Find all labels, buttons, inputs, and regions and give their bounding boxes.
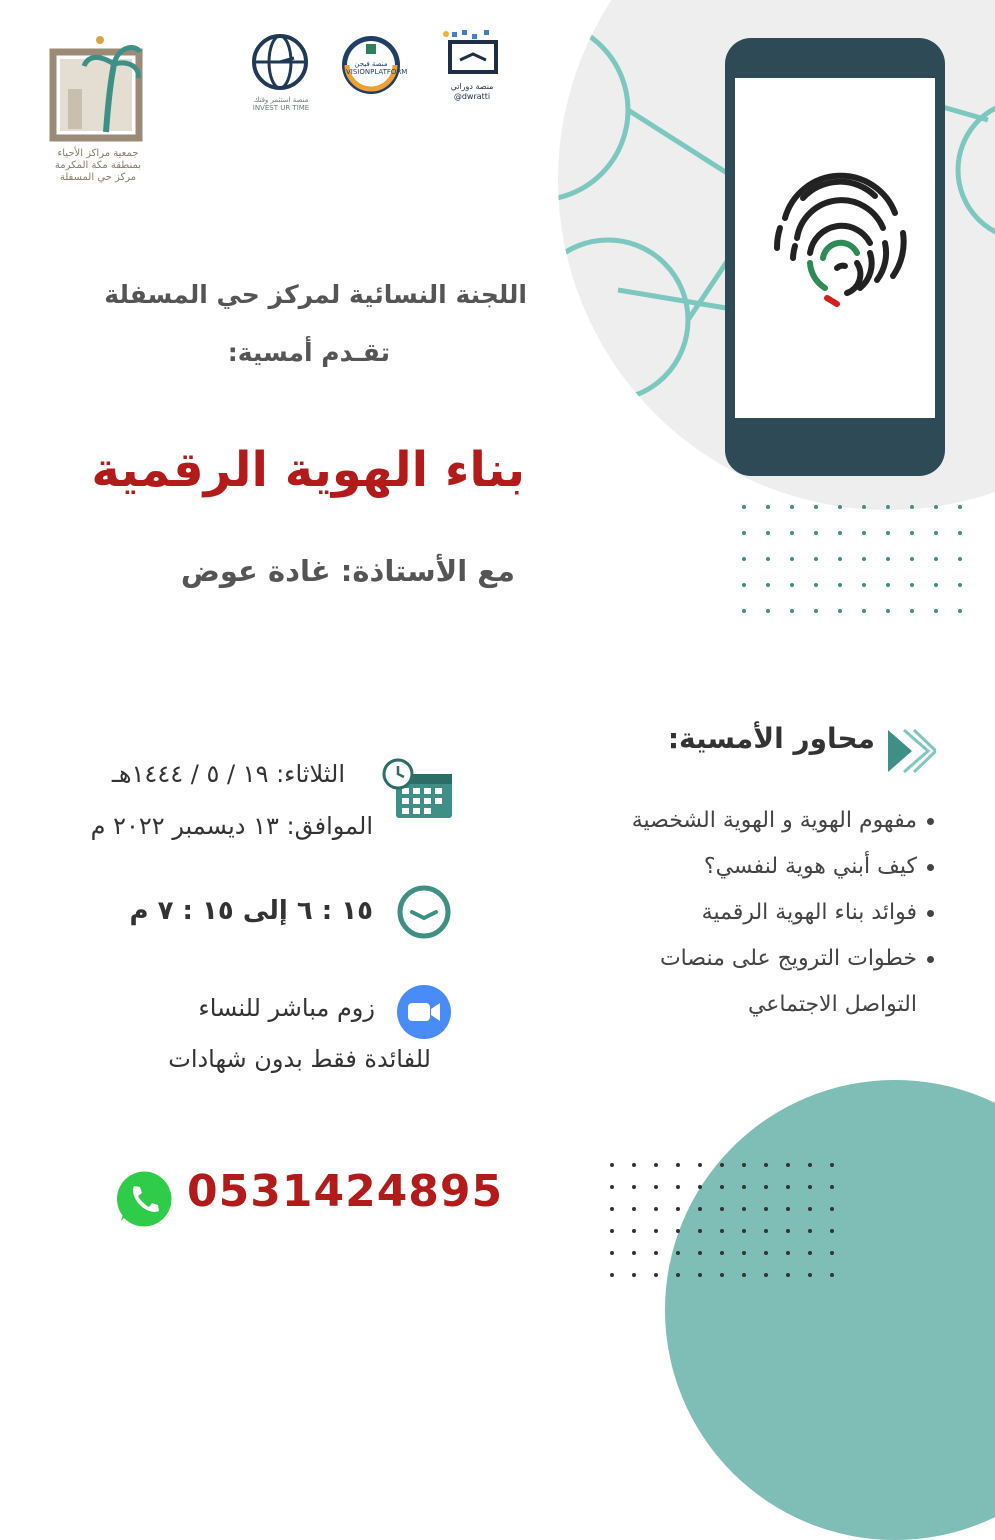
decorative-dot [698,1185,702,1189]
decorative-dot [764,1229,768,1233]
globe-clock-icon [250,32,310,92]
decorative-dot [610,1251,614,1255]
decorative-dot [934,531,938,535]
association-center: مركز حي المسفلة [59,172,137,183]
decorative-dot [698,1273,702,1277]
decorative-dot [790,609,794,613]
decorative-dot [830,1229,834,1233]
decorative-dot [632,1185,636,1189]
decorative-dot [958,557,962,561]
decorative-dot [720,1163,724,1167]
decorative-dot [742,1229,746,1233]
decorative-dot [632,1229,636,1233]
decorative-dot [886,583,890,587]
decorative-dot [830,1251,834,1255]
decorative-dot [838,531,842,535]
decorative-dot [632,1273,636,1277]
decorative-dot [886,505,890,509]
decorative-dot [910,505,914,509]
decorative-dot [886,531,890,535]
decorative-dot [720,1229,724,1233]
phone-screen [735,78,935,418]
decorative-dot [632,1251,636,1255]
date-gregorian: الموافق: ١٣ ديسمبر ٢٠٢٢ م [90,812,373,840]
decorative-dot [698,1251,702,1255]
decorative-dot [720,1273,724,1277]
decorative-dot [720,1207,724,1211]
decorative-dot [838,609,842,613]
decorative-dot [786,1251,790,1255]
whatsapp-icon [112,1166,178,1232]
decorative-dot [742,531,746,535]
dot-grid-decoration [742,505,982,613]
decorative-dot [934,583,938,587]
decorative-dot [790,583,794,587]
decorative-dot [610,1229,614,1233]
decorative-dot [910,583,914,587]
decorative-dot [676,1229,680,1233]
decorative-dot [790,505,794,509]
decorative-dot [676,1251,680,1255]
axes-heading: محاور الأمسية: [667,722,875,755]
decorative-dot [766,557,770,561]
smartphone-illustration [725,38,945,476]
decorative-dot [764,1251,768,1255]
decorative-dot [814,557,818,561]
decorative-dot [766,583,770,587]
decorative-dot [610,1207,614,1211]
dwratti-logo [440,28,504,101]
double-chevron-icon [884,728,936,774]
invest-time-logo [250,32,312,113]
decorative-dot [610,1185,614,1189]
decorative-dot [654,1163,658,1167]
decorative-dot [742,557,746,561]
decorative-dot [766,505,770,509]
decorative-dot [720,1185,724,1189]
association-region: بمنطقة مكة المكرمة [54,160,142,171]
clock-icon [396,884,452,940]
invest-time-arabic: منصة استثمر وقتك [253,96,309,104]
dwratti-handle: @dwratti [453,91,491,101]
decorative-dot [742,1163,746,1167]
decorative-dot [814,583,818,587]
decorative-dot [654,1185,658,1189]
decorative-dot [958,505,962,509]
decorative-dot [830,1163,834,1167]
decorative-dot [838,557,842,561]
decorative-dot [786,1273,790,1277]
decorative-dot [814,505,818,509]
contact-phone-number[interactable]: 0531424895 [187,1166,504,1217]
decorative-dot [610,1273,614,1277]
decorative-dot [764,1207,768,1211]
date-hijri: الثلاثاء: ١٩ / ٥ / ١٤٤٤هـ [111,760,345,788]
decorative-dot [790,557,794,561]
decorative-dot [862,531,866,535]
decorative-dot [934,505,938,509]
fingerprint-icon [765,158,915,308]
decorative-dot [676,1207,680,1211]
decorative-dot [862,505,866,509]
decorative-dot [610,1163,614,1167]
decorative-dot [654,1207,658,1211]
calendar-icon [382,758,454,820]
decorative-dot [766,531,770,535]
dot-grid-decoration-bottom [610,1163,852,1277]
decorative-dot [786,1163,790,1167]
axis-item: فوائد بناء الهوية الرقمية [517,890,917,936]
decorative-dot [698,1163,702,1167]
event-title: بناء الهوية الرقمية [91,442,525,498]
association-logo-mark [48,34,143,144]
axis-item: كيف أبني هوية لنفسي؟ [517,844,917,890]
presents-heading: تقـدم أمسية: [227,338,390,367]
event-note: للفائدة فقط بدون شهادات [168,1045,431,1073]
decorative-dot [742,583,746,587]
bottom-circle-background [665,1080,995,1540]
decorative-dot [830,1207,834,1211]
decorative-dot [838,583,842,587]
decorative-dot [790,531,794,535]
decorative-dot [814,609,818,613]
visionplatform-logo [340,34,408,100]
decorative-dot [814,531,818,535]
visionplatform-english: VISIONPLATFORM [346,68,408,77]
decorative-dot [632,1163,636,1167]
decorative-dot [886,557,890,561]
decorative-dot [958,531,962,535]
decorative-dot [742,609,746,613]
decorative-dot [676,1163,680,1167]
decorative-dot [654,1229,658,1233]
presenter-name: مع الأستاذة: غادة عوض [180,554,515,588]
decorative-dot [742,1251,746,1255]
decorative-dot [910,531,914,535]
association-name: جمعية مراكز الأحياء [57,148,139,159]
decorative-dot [764,1273,768,1277]
decorative-dot [764,1163,768,1167]
decorative-dot [654,1251,658,1255]
decorative-dot [808,1207,812,1211]
decorative-dot [958,583,962,587]
video-camera-icon [396,984,452,1040]
decorative-dot [766,609,770,613]
decorative-dot [676,1185,680,1189]
decorative-dot [830,1273,834,1277]
decorative-dot [654,1273,658,1277]
decorative-dot [808,1273,812,1277]
decorative-dot [720,1251,724,1255]
committee-heading: اللجنة النسائية لمركز حي المسفلة [104,280,527,309]
decorative-dot [910,609,914,613]
visionplatform-arabic: منصة فيجن [354,60,388,68]
decorative-dot [698,1207,702,1211]
decorative-dot [808,1229,812,1233]
axes-list [517,798,917,1028]
association-logo [48,34,148,184]
decorative-dot [742,1207,746,1211]
decorative-dot [786,1229,790,1233]
decorative-dot [764,1185,768,1189]
decorative-dot [862,557,866,561]
decorative-dot [808,1163,812,1167]
decorative-dot [838,505,842,509]
decorative-dot [742,1185,746,1189]
decorative-dot [742,505,746,509]
decorative-dot [934,557,938,561]
decorative-dot [808,1251,812,1255]
monitor-book-icon [440,28,502,78]
decorative-dot [958,609,962,613]
decorative-dot [862,583,866,587]
decorative-dot [862,609,866,613]
decorative-dot [632,1207,636,1211]
decorative-dot [786,1185,790,1189]
dwratti-arabic: منصة دوراتي [450,82,494,91]
axis-item: مفهوم الهوية و الهوية الشخصية [517,798,917,844]
decorative-dot [910,557,914,561]
decorative-dot [786,1207,790,1211]
decorative-dot [808,1185,812,1189]
axis-item: خطوات الترويج على منصات [517,936,917,982]
event-time: ١٥ : ٦ إلى ١٥ : ٧ م [129,896,373,926]
decorative-dot [676,1273,680,1277]
decorative-dot [934,609,938,613]
axis-item-continuation: التواصل الاجتماعي [747,992,917,1017]
decorative-dot [886,609,890,613]
decorative-dot [830,1185,834,1189]
zoom-platform: زوم مباشر للنساء [198,994,375,1022]
decorative-dot [742,1273,746,1277]
decorative-dot [698,1229,702,1233]
invest-time-english: INVEST UR TIME [252,104,310,113]
